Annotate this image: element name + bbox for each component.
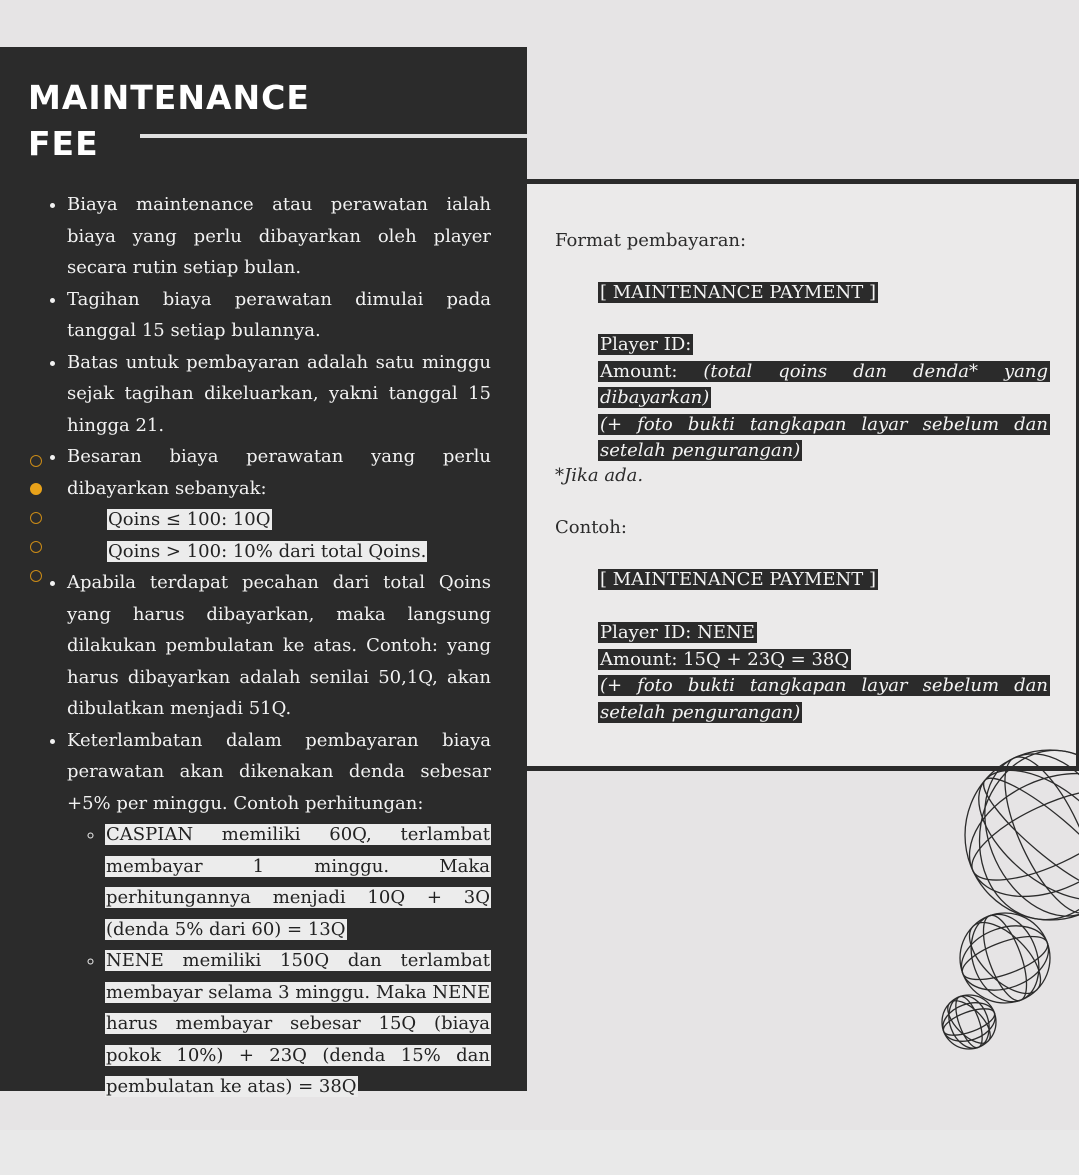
example-item <box>105 945 491 1103</box>
format-block <box>598 332 1050 465</box>
maintenance-fee-panel <box>0 47 527 1097</box>
example-tag-line <box>598 567 1050 594</box>
decor-circle-icon <box>30 570 42 582</box>
rule-text: Apabila terdapat pecahan dari total Qoins yang harus dibayarkan, maka langsung dilakukan pembulatan ke atas. Contoh: yang harus dibayarkan adalah senilai 50,1Q, akan dibulatkan menjadi 51Q. <box>67 572 491 719</box>
example-text: CASPIAN memiliki 60Q, terlambat membayar 1 minggu. Maka perhitungannya menjadi 10Q + 3Q (denda 5% dari 60) = 13Q <box>106 824 490 940</box>
rule-item <box>67 725 491 1103</box>
page-title <box>28 75 310 167</box>
format-tag: [ MAINTENANCE PAYMENT ] <box>600 282 876 303</box>
example-text: NENE memiliki 150Q dan terlambat membayar selama 3 minggu. Maka NENE harus membayar sebesar 15Q (biaya pokok 10%) + 23Q (denda 15% dan pembulatan ke atas) = 38Q <box>106 950 491 1097</box>
large-sphere-icon <box>950 733 1079 938</box>
rule-text: Keterlambatan dalam pembayaran biaya perawatan akan dikenakan denda sebesar +5% per minggu. Contoh perhitungan: <box>67 729 491 814</box>
fee-tier <box>107 504 491 536</box>
rule-text: Batas untuk pembayaran adalah satu minggu sejak tagihan dikeluarkan, yakni tanggal 15 hingga 21. <box>67 351 491 436</box>
fee-tier <box>107 536 491 568</box>
decor-circle-icon <box>30 541 42 553</box>
format-note: *Jika ada. <box>555 465 644 486</box>
format-amount-label: Amount: <box>600 360 678 382</box>
rule-text: Tagihan biaya perawatan dimulai pada tanggal 15 setiap bulannya. <box>67 288 491 341</box>
title-line-1: MAINTENANCE <box>28 78 310 117</box>
rule-text: Besaran biaya perawatan yang perlu dibayarkan sebanyak: <box>67 446 491 499</box>
fee-tier-text: Qoins ≤ 100: 10Q <box>108 509 271 530</box>
rule-item <box>67 347 491 442</box>
decor-circle-filled-icon <box>30 483 42 495</box>
format-proof: (+ foto bukti tangkapan layar sebelum dan setelah pengurangan) <box>600 413 1048 461</box>
format-player-id: Player ID: <box>600 334 692 355</box>
decor-circle-icon <box>30 455 42 467</box>
rule-item <box>67 189 491 284</box>
decor-circle-icon <box>30 512 42 524</box>
example-block <box>598 620 1050 726</box>
example-heading: Contoh: <box>555 517 627 538</box>
format-amount-value: (total qoins dan denda* yang dibayarkan) <box>600 360 1048 408</box>
example-item <box>105 819 491 945</box>
wireframe-spheres-icon <box>930 730 1079 1060</box>
format-tag-line <box>598 280 1050 307</box>
rule-item <box>67 441 491 567</box>
format-amount <box>598 361 1050 409</box>
example-player-id: Player ID: NENE <box>600 622 755 643</box>
rules-list <box>45 189 491 1103</box>
title-underline <box>140 134 527 138</box>
rule-item <box>67 567 491 725</box>
example-tag: [ MAINTENANCE PAYMENT ] <box>600 569 876 590</box>
fee-tier-text: Qoins > 100: 10% dari total Qoins. <box>108 540 427 562</box>
example-amount: Amount: 15Q + 23Q = 38Q <box>600 648 850 670</box>
rule-text: Biaya maintenance atau perawatan ialah biaya yang perlu dibayarkan oleh player secara rutin setiap bulan. <box>67 194 491 278</box>
format-heading: Format pembayaran: <box>555 230 747 251</box>
small-sphere-icon <box>937 990 1000 1054</box>
title-line-2: FEE <box>28 124 99 163</box>
bottom-strip <box>0 1130 1079 1175</box>
example-proof: (+ foto bukti tangkapan layar sebelum dan setelah pengurangan) <box>600 675 1048 723</box>
rule-item <box>67 284 491 347</box>
